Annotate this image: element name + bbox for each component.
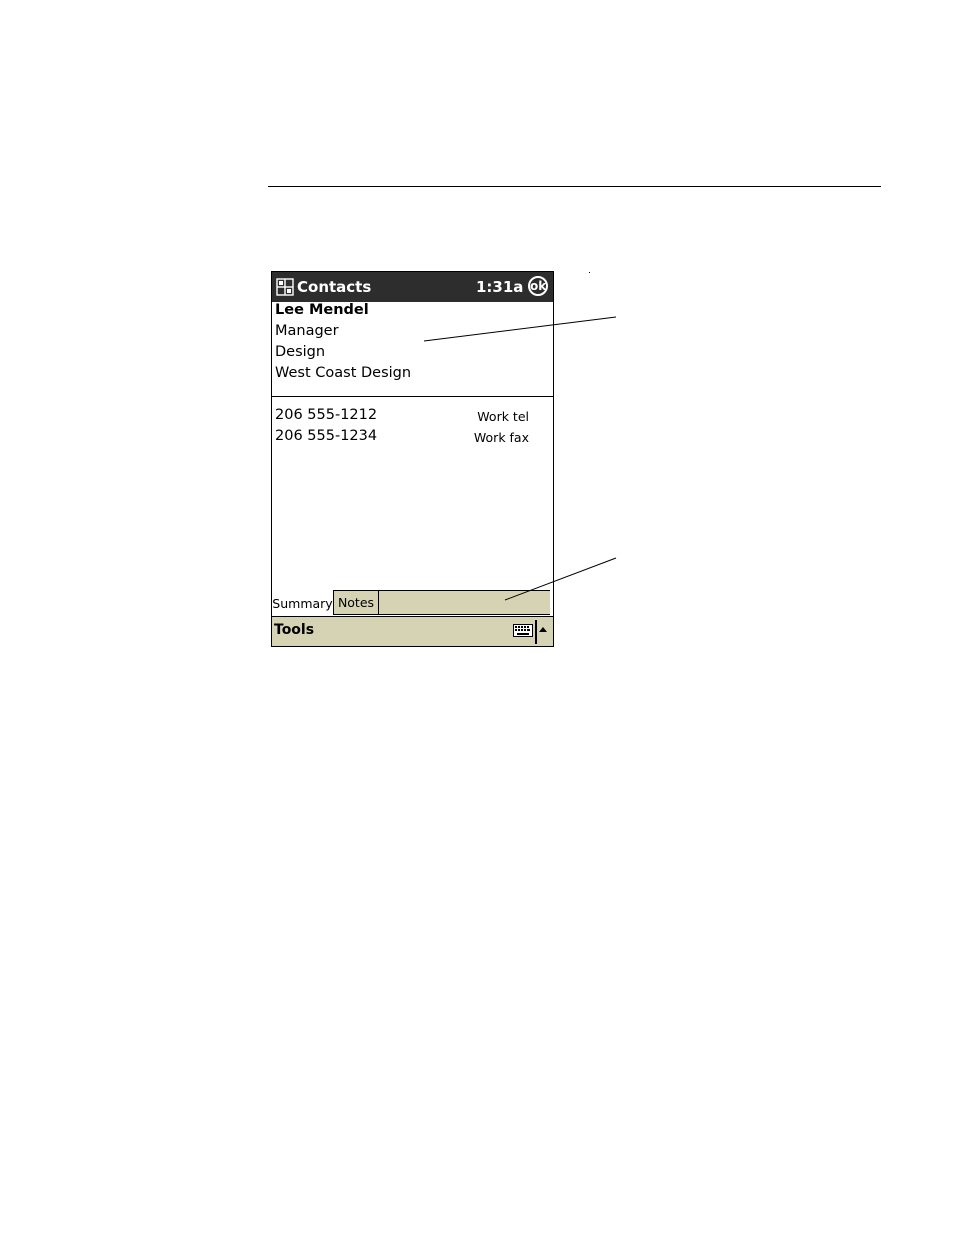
- sip-divider: [535, 620, 537, 644]
- page-top-rule: [268, 186, 881, 187]
- menu-bar: [272, 616, 553, 646]
- contact-job-title: Manager: [275, 323, 339, 339]
- phone-row[interactable]: [272, 428, 553, 448]
- phone-label: Work tel: [477, 409, 529, 424]
- windows-flag-icon[interactable]: [276, 278, 294, 296]
- phone-row[interactable]: [272, 407, 553, 427]
- keyboard-icon[interactable]: [513, 624, 533, 637]
- contact-company: West Coast Design: [275, 365, 412, 381]
- phone-number: 206 555-1212: [275, 407, 378, 423]
- contact-header[interactable]: [272, 302, 553, 397]
- title-bar: [272, 272, 553, 302]
- pocket-pc-screen: [271, 271, 554, 647]
- tab-summary[interactable]: Summary: [272, 590, 333, 616]
- ok-circle-icon: ok: [530, 279, 547, 293]
- contact-name: Lee Mendel: [275, 302, 369, 318]
- tab-notes[interactable]: Notes: [333, 590, 379, 615]
- app-title: Contacts: [297, 278, 372, 296]
- tab-strip: [272, 590, 553, 616]
- contact-department: Design: [275, 344, 326, 360]
- stray-mark: [589, 272, 590, 273]
- tab-strip-fill: [379, 590, 550, 615]
- triangle-up-icon[interactable]: [539, 627, 547, 632]
- clock[interactable]: 1:31a: [476, 278, 524, 296]
- tools-menu[interactable]: Tools: [274, 622, 315, 638]
- ok-button[interactable]: [528, 276, 548, 296]
- phone-number: 206 555-1234: [275, 428, 378, 444]
- phone-label: Work fax: [473, 430, 529, 445]
